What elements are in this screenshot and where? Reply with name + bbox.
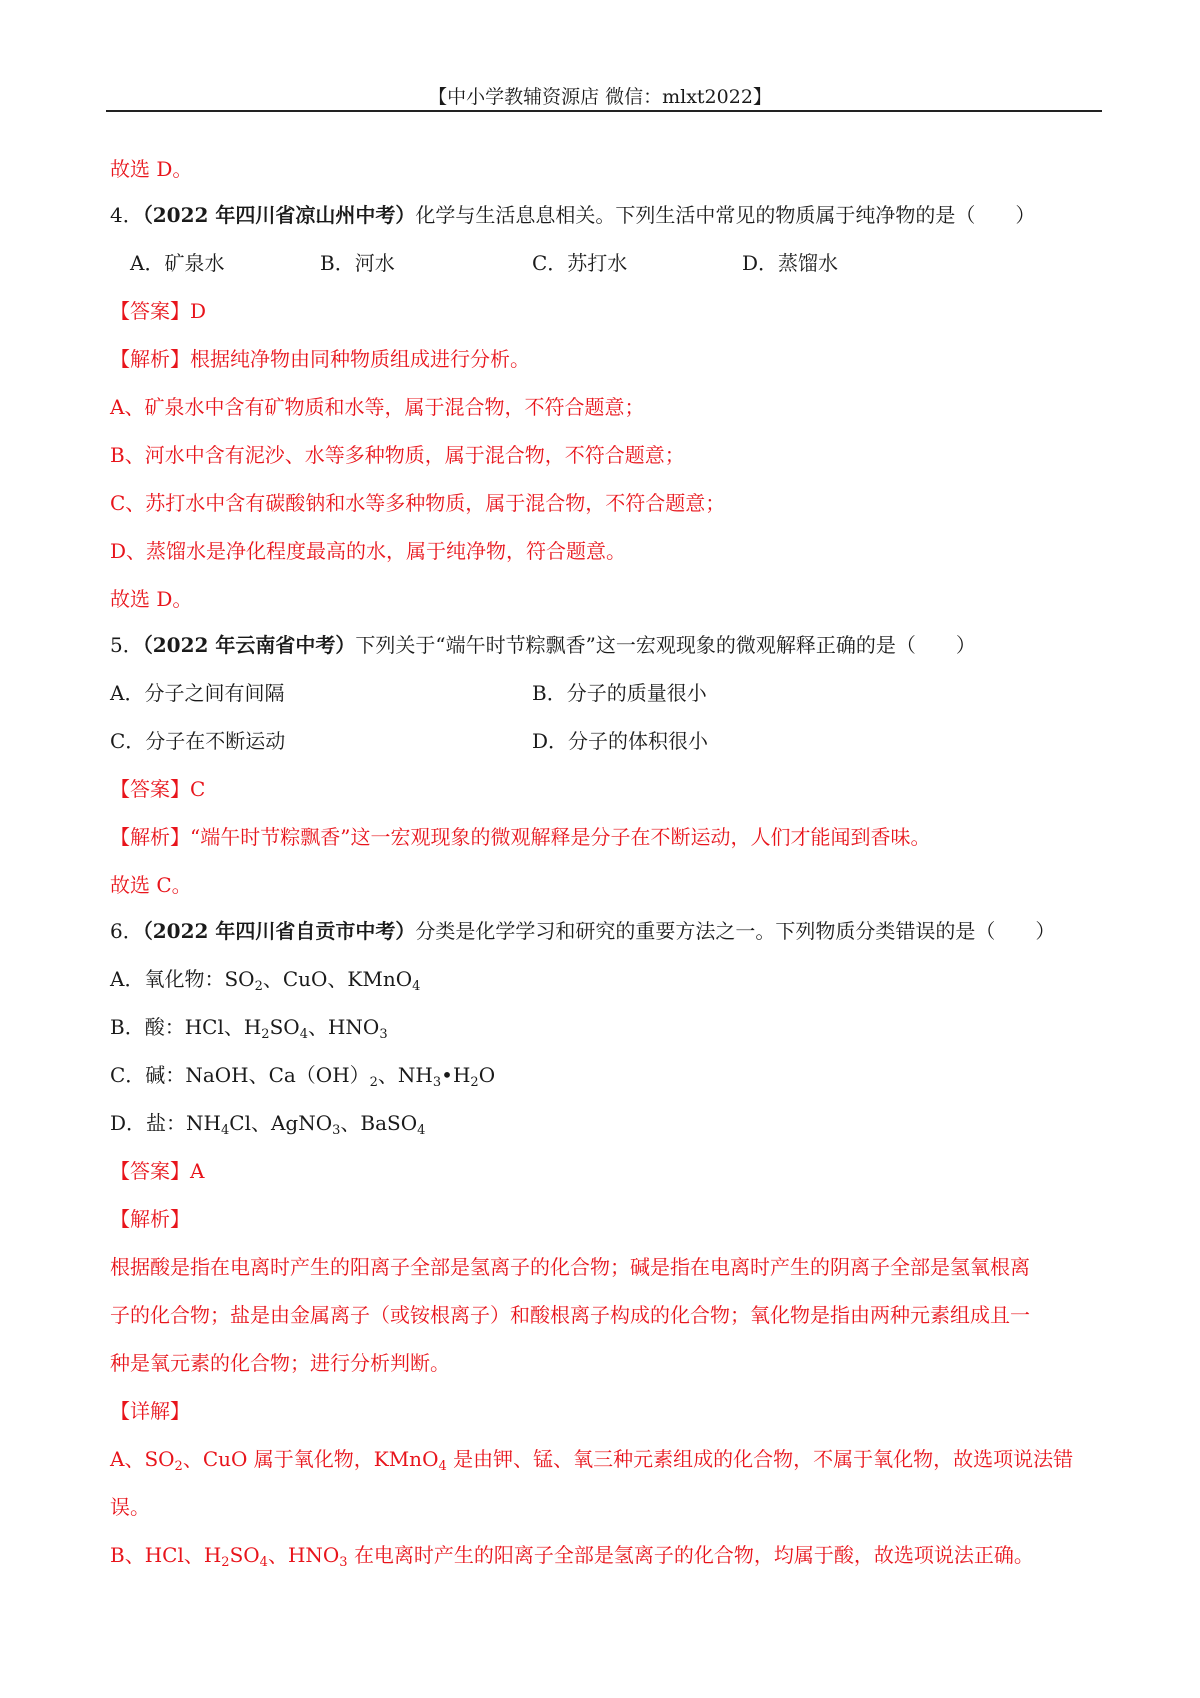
q6-option-d: D．盐：$NH_4Cl$、AgNO$_3$、BaSO$_4$ xyxy=(110,1111,426,1138)
q5-source: （2022 年云南省中考） xyxy=(142,633,356,657)
q4-explain-a: A、矿泉水中含有矿物质和水等，属于混合物，不符合题意； xyxy=(110,395,645,419)
q6-option-c-label: C．碱： xyxy=(110,1063,186,1087)
q5-option-d: D．分子的体积很小 xyxy=(532,729,709,753)
q6-stem-line xyxy=(110,917,1055,945)
q5-analysis: 【解析】“端午时节粽飘香”这一宏观现象的微观解释是分子在不断运动，人们才能闻到香味。 xyxy=(110,825,931,849)
q4-option-d: D．蒸馏水 xyxy=(742,251,839,275)
q4-stem-line xyxy=(110,201,1035,229)
q4-option-b: B．河水 xyxy=(320,251,395,275)
q6-stem: 分类是化学学习和研究的重要方法之一。下列物质分类错误的是（ ） xyxy=(415,919,1056,943)
q4-explain-c: C、苏打水中含有碳酸钠和水等多种物质，属于混合物，不符合题意； xyxy=(110,491,726,515)
q6-option-d-label: D．盐： xyxy=(110,1111,187,1135)
q4-conclusion: 故选 D。 xyxy=(110,587,193,611)
q4-answer: 【答案】D xyxy=(110,299,207,323)
q4-explain-b: B、河水中含有泥沙、水等多种物质，属于混合物，不符合题意； xyxy=(110,443,685,467)
q6-option-c: C．碱：NaOH、$Ca(OH)_2$、$NH_3•H_2O$ xyxy=(110,1063,496,1090)
q6-number: 6． xyxy=(110,919,143,943)
q6-detail-a: A、$SO_2$、CuO 属于氧化物，KMnO$_4$ 是由钾、锰、氧三种元素组成的化合物，不属于氧化物，故选项说法错 xyxy=(110,1447,1074,1474)
page-header: 【中小学教辅资源店 微信：mlxt2022】 xyxy=(428,86,772,108)
q6-option-a: A．氧化物：$SO_2$、CuO、KMnO$_4$ xyxy=(110,967,421,994)
q5-stem: 下列关于“端午时节粽飘香”这一宏观现象的微观解释正确的是（ ） xyxy=(355,633,976,657)
q4-source: （2022 年四川省凉山州中考） xyxy=(142,203,416,227)
q4-option-a: A．矿泉水 xyxy=(130,251,225,275)
q3-conclusion: 故选 D。 xyxy=(110,157,193,181)
q6-detail-a-wrap: 误。 xyxy=(110,1495,150,1519)
q4-stem: 化学与生活息息相关。下列生活中常见的物质属于纯净物的是（ ） xyxy=(415,203,1036,227)
q4-analysis: 【解析】根据纯净物由同种物质组成进行分析。 xyxy=(110,347,530,371)
q6-source: （2022 年四川省自贡市中考） xyxy=(142,919,416,943)
q5-answer: 【答案】C xyxy=(110,777,206,801)
q5-option-c: C．分子在不断运动 xyxy=(110,729,286,753)
q4-explain-d: D、蒸馏水是净化程度最高的水，属于纯净物，符合题意。 xyxy=(110,539,627,563)
q6-detail-a-text: 是由钾、锰、氧三种元素组成的化合物，不属于氧化物，故选项说法错 xyxy=(453,1447,1074,1471)
q6-analysis-line-2: 子的化合物；盐是由金属离子（或铵根离子）和酸根离子构成的化合物；氧化物是指由两种元素组成且一 xyxy=(110,1303,1030,1327)
q6-analysis-line-1: 根据酸是指在电离时产生的阳离子全部是氢离子的化合物；碱是指在电离时产生的阴离子全部是氢氧根离 xyxy=(110,1255,1030,1279)
q6-option-b-label: B．酸： xyxy=(110,1015,185,1039)
q5-stem-line xyxy=(110,631,976,659)
q6-answer: 【答案】A xyxy=(110,1159,205,1183)
q6-analysis-title: 【解析】 xyxy=(110,1207,190,1231)
q6-detail-b: B、HCl、$H_2SO_4$、$HNO_3$ 在电离时产生的阳离子全部是氢离子的化合物，均属于酸，故选项说法正确。 xyxy=(110,1543,1034,1570)
q5-conclusion: 故选 C。 xyxy=(110,873,192,897)
q5-option-a: A．分子之间有间隔 xyxy=(110,681,285,705)
header-rule xyxy=(106,110,1102,112)
q5-number: 5． xyxy=(110,633,143,657)
q6-detail-title: 【详解】 xyxy=(110,1399,190,1423)
q6-detail-b-text: 在电离时产生的阳离子全部是氢离子的化合物，均属于酸，故选项说法正确。 xyxy=(353,1543,1034,1567)
q6-option-a-label: A．氧化物： xyxy=(110,967,225,991)
q6-analysis-line-3: 种是氧元素的化合物；进行分析判断。 xyxy=(110,1351,450,1375)
q4-option-c: C．苏打水 xyxy=(532,251,628,275)
q4-number: 4． xyxy=(110,203,143,227)
q6-option-b: B．酸：HCl、$H_2SO_4$、$HNO_3$ xyxy=(110,1015,388,1042)
q5-option-b: B．分子的质量很小 xyxy=(532,681,707,705)
